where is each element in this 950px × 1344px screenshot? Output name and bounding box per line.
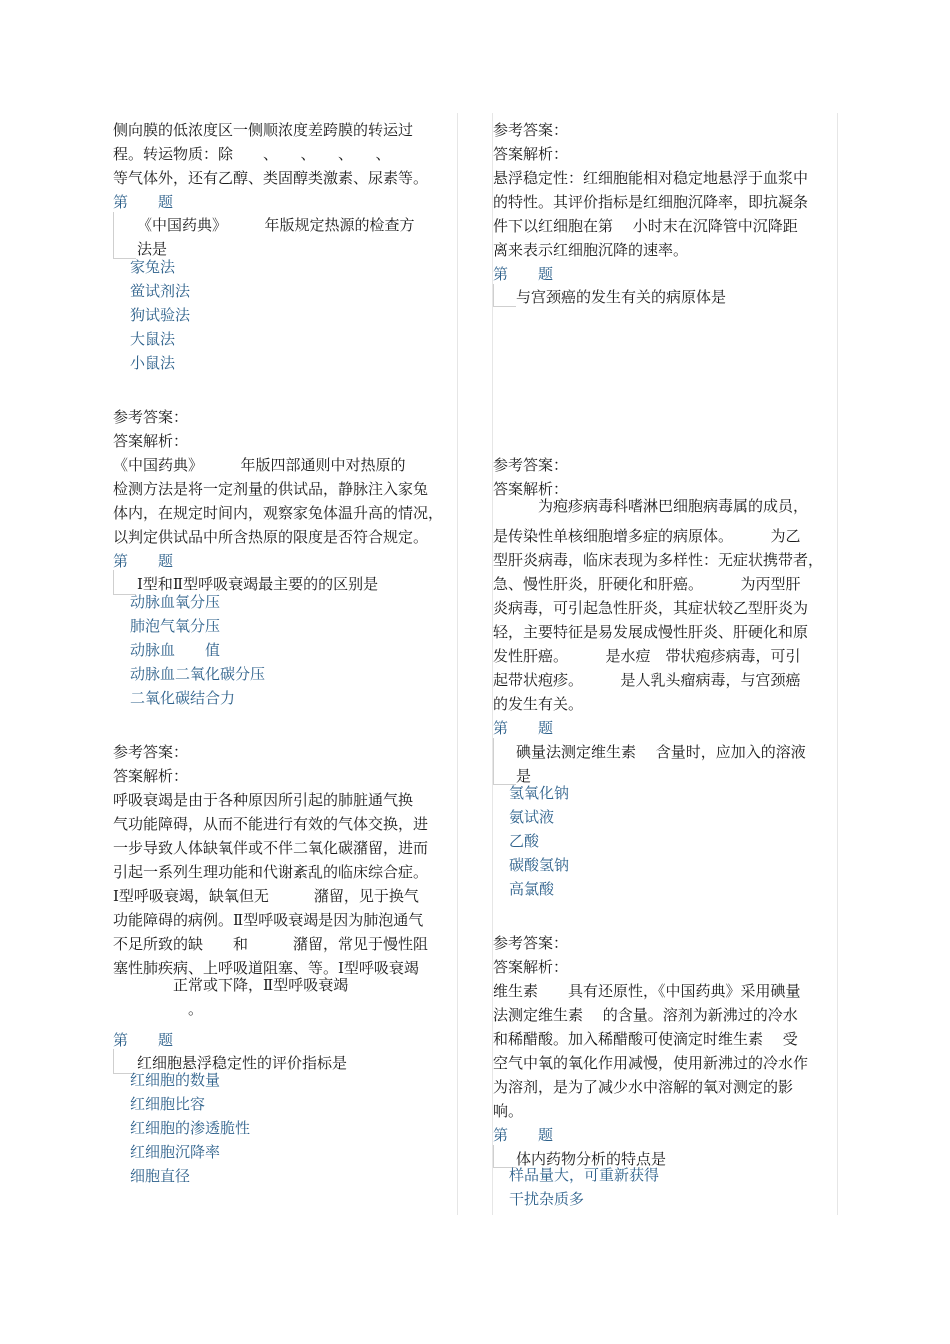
question-stem: 红细胞悬浮稳定性的评价指标是 [137, 1054, 348, 1072]
question-number: 第 题 [113, 193, 174, 211]
analysis-line: 发性肝癌。 是水痘 带状疱疹病毒，可引 [493, 647, 801, 665]
option-e[interactable]: 细胞直径 [130, 1167, 191, 1185]
question-marker [113, 212, 136, 259]
question-stem: 是 [516, 767, 532, 785]
question-number: 第 题 [113, 552, 174, 570]
analysis-line: 的发生有关。 [493, 695, 584, 713]
analysis-line: 体内，在规定时间内，观察家兔体温升高的情况， [113, 504, 444, 522]
option-b[interactable]: 干扰杂质多 [509, 1190, 585, 1208]
analysis-line: 件下以红细胞在第 小时末在沉降管中沉降距 [493, 217, 798, 235]
answer-label: 参考答案： [493, 121, 569, 139]
analysis-line: 不足所致的缺 和 潴留，常见于慢性阻 [113, 935, 429, 953]
option-c[interactable]: 动脉血 值 [130, 641, 221, 659]
analysis-label: 答案解析： [113, 767, 189, 785]
analysis-line: 急、慢性肝炎，肝硬化和肝癌。 为丙型肝 [493, 575, 801, 593]
analysis-line: 是传染性单核细胞增多症的病原体。 为乙 [493, 527, 801, 545]
option-e[interactable]: 高氯酸 [509, 880, 555, 898]
option-a[interactable]: 家兔法 [130, 258, 176, 276]
analysis-line: 呼吸衰竭是由于各种原因所引起的肺脏通气换 [113, 791, 414, 809]
analysis-line: 的特性。其评价指标是红细胞沉降率，即抗凝条 [493, 193, 809, 211]
analysis-line: 以判定供试品中所含热原的限度是否符合规定。 [113, 528, 429, 546]
option-d[interactable]: 红细胞沉降率 [130, 1143, 221, 1161]
analysis-label: 答案解析： [113, 432, 189, 450]
question-stem: Ⅰ型和Ⅱ型呼吸衰竭最主要的的区别是 [137, 575, 379, 593]
option-b[interactable]: 鲎试剂法 [130, 282, 191, 300]
analysis-line: 正常或下降，Ⅱ型呼吸衰竭 [113, 976, 349, 994]
question-number: 第 题 [493, 719, 554, 737]
analysis-line: 塞性肺疾病、上呼吸道阻塞、等。Ⅰ型呼吸衰竭 [113, 959, 419, 977]
analysis-line: Ⅰ型呼吸衰竭，缺氧但无 潴留，见于换气 [113, 887, 419, 905]
option-c[interactable]: 红细胞的渗透脆性 [130, 1119, 251, 1137]
analysis-line: 为疱疹病毒科嗜淋巴细胞病毒属的成员， [493, 497, 809, 515]
option-a[interactable]: 动脉血氧分压 [130, 593, 221, 611]
question-number: 第 题 [493, 265, 554, 283]
analysis-line: 引起一系列生理功能和代谢紊乱的临床综合症。 [113, 863, 429, 881]
intro-line: 等气体外，还有乙醇、类固醇类激素、尿素等。 [113, 169, 429, 187]
analysis-line: 和稀醋酸。加入稀醋酸可使滴定时维生素 受 [493, 1030, 798, 1048]
question-stem: 法是 [137, 240, 168, 258]
intro-line: 侧向膜的低浓度区一侧顺浓度差跨膜的转运过 [113, 121, 414, 139]
question-marker [493, 284, 516, 307]
analysis-line: 功能障碍的病例。Ⅱ型呼吸衰竭是因为肺泡通气 [113, 911, 424, 929]
analysis-line: 轻，主要特征是易发展成慢性肝炎、肝硬化和原 [493, 623, 809, 641]
analysis-label: 答案解析： [493, 145, 569, 163]
intro-line: 程。转运物质：除 、 、 、 、 [113, 145, 391, 163]
question-stem: 碘量法测定维生素 含量时，应加入的溶液 [516, 743, 806, 761]
analysis-line: 型肝炎病毒，临床表现为多样性：无症状携带者， [493, 551, 824, 569]
option-d[interactable]: 动脉血二氧化碳分压 [130, 665, 266, 683]
analysis-line: 为溶剂，是为了减少水中溶解的氧对测定的影 [493, 1078, 794, 1096]
option-c[interactable]: 狗试验法 [130, 306, 191, 324]
option-d[interactable]: 大鼠法 [130, 330, 176, 348]
question-stem: 与宫颈癌的发生有关的病原体是 [516, 288, 727, 306]
question-number: 第 题 [113, 1031, 174, 1049]
option-a[interactable]: 氢氧化钠 [509, 784, 570, 802]
option-e[interactable]: 二氧化碳结合力 [130, 689, 236, 707]
question-marker [493, 738, 516, 785]
analysis-line: 悬浮稳定性：红细胞能相对稳定地悬浮于血浆中 [493, 169, 809, 187]
analysis-line: 法测定维生素 的含量。溶剂为新沸过的冷水 [493, 1006, 798, 1024]
analysis-label: 答案解析： [493, 958, 569, 976]
answer-label: 参考答案： [113, 743, 189, 761]
analysis-line: 一步导致人体缺氧伴或不伴二氧化碳潴留，进而 [113, 839, 429, 857]
option-b[interactable]: 氨试液 [509, 808, 555, 826]
analysis-line: 维生素 具有还原性，《中国药典》采用碘量 [493, 982, 801, 1000]
analysis-line: 。 [113, 1000, 204, 1018]
question-number: 第 题 [493, 1126, 554, 1144]
option-e[interactable]: 小鼠法 [130, 354, 176, 372]
analysis-line: 检测方法是将一定剂量的供试品，静脉注入家兔 [113, 480, 429, 498]
option-b[interactable]: 肺泡气氧分压 [130, 617, 221, 635]
question-stem: 《中国药典》 年版规定热源的检查方 [137, 216, 415, 234]
answer-label: 参考答案： [493, 456, 569, 474]
analysis-label: 答案解析： [493, 480, 569, 498]
option-c[interactable]: 乙酸 [509, 832, 540, 850]
analysis-line: 离来表示红细胞沉降的速率。 [493, 241, 689, 259]
option-d[interactable]: 碳酸氢钠 [509, 856, 570, 874]
option-a[interactable]: 红细胞的数量 [130, 1071, 221, 1089]
question-stem: 体内药物分析的特点是 [516, 1150, 667, 1168]
analysis-line: 《中国药典》 年版四部通则中对热原的 [113, 456, 406, 474]
analysis-line: 响。 [493, 1102, 524, 1120]
option-a[interactable]: 样品量大，可重新获得 [509, 1166, 660, 1184]
analysis-line: 炎病毒，可引起急性肝炎，其症状较乙型肝炎为 [493, 599, 809, 617]
analysis-line: 气功能障碍，从而不能进行有效的气体交换，进 [113, 815, 429, 833]
answer-label: 参考答案： [113, 408, 189, 426]
answer-label: 参考答案： [493, 934, 569, 952]
analysis-line: 空气中氧的氧化作用减慢，使用新沸过的冷水作 [493, 1054, 809, 1072]
analysis-line: 起带状疱疹。 是人乳头瘤病毒，与宫颈癌 [493, 671, 801, 689]
option-b[interactable]: 红细胞比容 [130, 1095, 206, 1113]
